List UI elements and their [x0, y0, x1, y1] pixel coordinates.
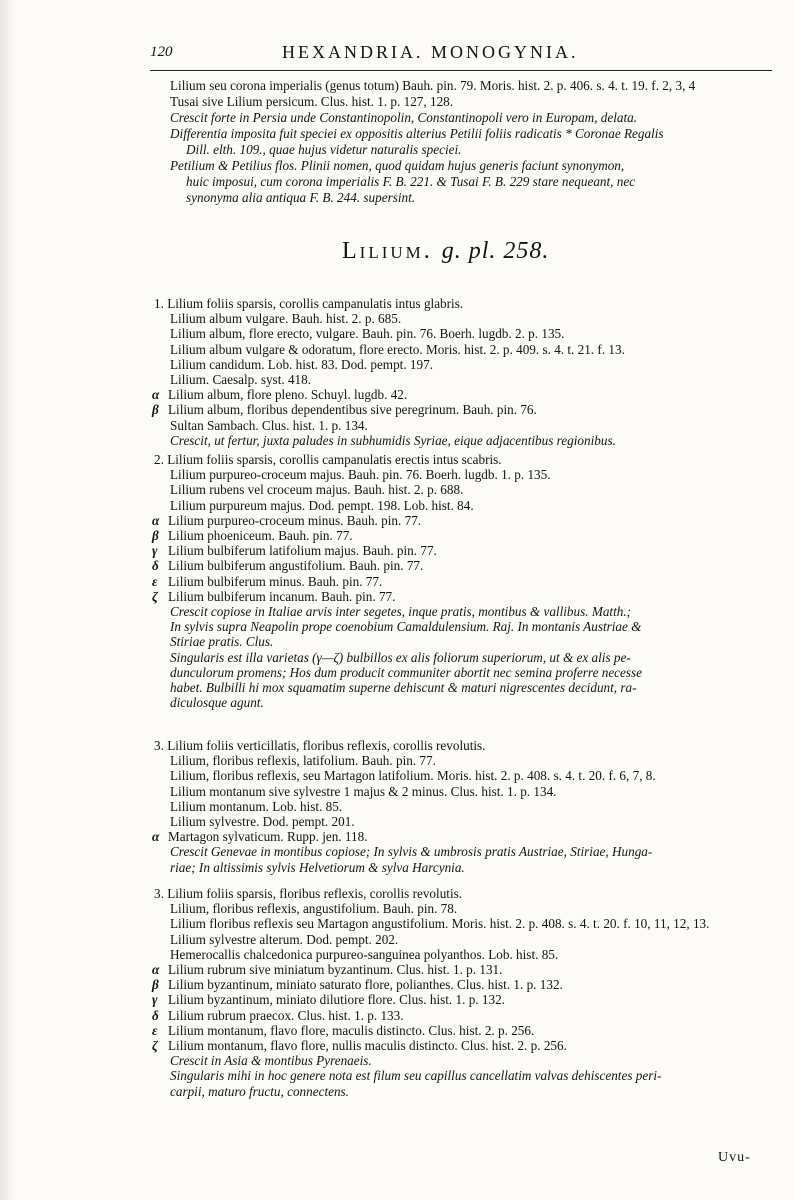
synonym-line — [170, 418, 368, 433]
page-edge-shadow — [0, 0, 16, 1200]
line-text: In sylvis supra Neapolin prope coenobium Camaldulensium. Raj. In montanis Austriae & — [170, 619, 642, 635]
synonym-line — [170, 1068, 661, 1083]
line-text: Lilium byzantinum, miniato dilutiore flore. Clus. hist. 1. p. 132. — [168, 992, 505, 1008]
variety-marker: ζ — [152, 588, 158, 604]
variety-marker: ζ — [152, 1038, 158, 1053]
synonym-line — [170, 695, 264, 710]
line-text: diculosque agunt. — [170, 695, 264, 711]
line-text: Martagon sylvaticum. Rupp. jen. 118. — [168, 829, 368, 845]
line-text: Lilium bulbiferum angustifolium. Bauh. pin. 77. — [168, 558, 424, 574]
synonym-line — [152, 1008, 404, 1023]
intro-line: Tusai sive Lilium persicum. Clus. hist. 1. p. 127, 128. — [170, 94, 454, 109]
line-text: Crescit copiose in Italiae arvis inter segetes, inque pratis, montibus & vallibus. Matth.; — [170, 604, 632, 619]
line-text: 1. Lilium foliis sparsis, corollis campanulatis intus glabris. — [154, 296, 464, 311]
line-text: Lilium album vulgare. Bauh. hist. 2. p. 685. — [170, 311, 402, 327]
intro-line: Crescit forte in Persia unde Constantinopolin, Constantinopoli vero in Europam, delata. — [170, 110, 638, 125]
intro-line: synonyma alia antiqua F. B. 244. supersint. — [186, 190, 416, 205]
header-rule — [150, 70, 772, 71]
synonym-line — [152, 962, 502, 977]
running-header — [150, 42, 770, 66]
line-text: Lilium montanum. Lob. hist. 85. — [170, 798, 343, 814]
variety-marker: α — [152, 829, 160, 845]
line-text: carpii, maturo fructu, connectens. — [170, 1083, 349, 1099]
line-text: dunculorum promens; Hos dum producit communiter abortit nec semina proferre necesse — [170, 664, 642, 680]
synonym-line — [170, 357, 433, 372]
line-text: Lilium album vulgare & odoratum, flore erecto. Moris. hist. 2. p. 409. s. 4. t. 21. f. 13. — [170, 341, 625, 357]
synonym-line — [152, 387, 407, 402]
line-text: Lilium, floribus reflexis, latifolium. Bauh. pin. 77. — [170, 753, 436, 769]
synonym-line — [152, 528, 353, 543]
line-text: Lilium rubrum sive miniatum byzantinum. Clus. hist. 1. p. 131. — [168, 962, 503, 977]
line-text: Lilium purpureum majus. Dod. pempt. 198. Lob. hist. 84. — [170, 497, 474, 513]
line-text: Lilium bulbiferum latifolium majus. Bauh. pin. 77. — [168, 543, 437, 559]
line-text: Stiriae pratis. Clus. — [170, 634, 274, 650]
synonym-line — [152, 829, 368, 844]
line-text: Singularis est illa varietas (γ—ζ) bulbillos ex alis foliorum superiorum, ut & ex alis pe- — [170, 649, 631, 665]
line-text: riae; In altissimis sylvis Helvetiorum & sylva Harcynia. — [170, 859, 465, 875]
synonym-line — [170, 1084, 349, 1099]
line-text: Lilium purpureo-croceum majus. Bauh. pin. 76. Boerh. lugdb. 1. p. 135. — [170, 467, 551, 483]
intro-line: Dill. elth. 109., quae hujus videtur naturalis speciei. — [186, 142, 462, 157]
variety-marker: β — [152, 528, 159, 543]
synonym-line — [170, 604, 631, 619]
variety-marker: γ — [152, 543, 158, 559]
page-number: 120 — [150, 44, 173, 60]
line-text: Lilium sylvestre. Dod. pempt. 201. — [170, 814, 355, 829]
synonym-line — [152, 977, 563, 992]
line-text: 3. Lilium foliis sparsis, floribus reflexis, corollis revolutis. — [154, 886, 463, 901]
variety-marker: β — [152, 977, 159, 993]
intro-line: Petilium & Petilius flos. Plinii nomen, quod quidam hujus generis faciunt synonymon, — [170, 158, 625, 173]
line-text: Crescit Genevae in montibus copiose; In sylvis & umbrosis pratis Austriae, Stiriae, Hunga- — [170, 844, 653, 860]
variety-marker: γ — [152, 992, 158, 1008]
line-text: Lilium montanum sive sylvestre 1 majus & 2 minus. Clus. hist. 1. p. 134. — [170, 783, 557, 799]
synonym-line — [170, 947, 558, 962]
synonym-line — [170, 932, 398, 947]
running-title: HEXANDRIA. MONOGYNIA. — [282, 42, 579, 62]
synonym-line — [170, 634, 273, 649]
synonym-line — [152, 558, 423, 573]
line-text: 3. Lilium foliis verticillatis, floribus reflexis, corollis revolutis. — [154, 738, 486, 753]
synonym-line — [170, 814, 355, 829]
species-diagnosis — [154, 886, 462, 901]
synonym-line — [170, 753, 436, 768]
intro-line: huic imposui, cum corona imperialis F. B. 221. & Tusai F. B. 229 stare nequeant, nec — [186, 174, 636, 189]
synonym-line — [170, 433, 616, 448]
genus-name: Lilium. — [342, 238, 433, 264]
genus-heading — [342, 238, 549, 265]
line-text: 2. Lilium foliis sparsis, corollis campanulatis erectis intus scabris. — [154, 452, 502, 467]
synonym-line — [170, 650, 631, 665]
synonym-line — [152, 1023, 534, 1038]
line-text: Singularis mihi in hoc genere nota est filum seu capillus cancellatim valvas dehiscentes peri- — [170, 1068, 662, 1084]
line-text: Lilium rubens vel croceum majus. Bauh. hist. 2. p. 688. — [170, 482, 464, 498]
synonym-line — [170, 467, 551, 482]
synonym-line — [170, 326, 564, 341]
line-text: Crescit, ut fertur, juxta paludes in subhumidis Syriae, eique adjacentibus regionibus. — [170, 432, 616, 448]
line-text: Lilium montanum, flavo flore, nullis maculis distincto. Clus. hist. 2. p. 256. — [168, 1038, 567, 1053]
synonym-line — [170, 1053, 372, 1068]
line-text: Crescit in Asia & montibus Pyrenaeis. — [170, 1053, 372, 1069]
synonym-line — [170, 844, 652, 859]
variety-marker: δ — [152, 558, 159, 574]
line-text: Lilium byzantinum, miniato saturato flore, polianthes. Clus. hist. 1. p. 132. — [168, 977, 563, 993]
synonym-line — [152, 574, 382, 589]
synonym-line — [170, 498, 474, 513]
synonym-line — [170, 342, 625, 357]
line-text: Lilium purpureo-croceum minus. Bauh. pin. 77. — [168, 512, 422, 528]
synonym-line — [152, 1038, 567, 1053]
variety-marker: ε — [152, 1022, 158, 1038]
synonym-line — [170, 916, 709, 931]
line-text: Lilium montanum, flavo flore, maculis distincto. Clus. hist. 2. p. 256. — [168, 1022, 535, 1038]
line-text: Lilium album, flore pleno. Schuyl. lugdb. 42. — [168, 387, 408, 403]
synonym-line — [170, 901, 457, 916]
line-text: Sultan Sambach. Clus. hist. 1. p. 134. — [170, 417, 368, 433]
synonym-line — [170, 311, 401, 326]
intro-line: Lilium seu corona imperialis (genus totum) Bauh. pin. 79. Moris. hist. 2. p. 406. s. 4. t. 19. f. 2, 3, 4 — [170, 78, 696, 93]
synonym-line — [170, 372, 311, 387]
line-text: Lilium. Caesalp. syst. 418. — [170, 372, 312, 387]
synonym-line — [170, 860, 465, 875]
species-diagnosis — [154, 452, 502, 467]
catchword: Uvu- — [718, 1150, 751, 1165]
synonym-line — [170, 619, 641, 634]
synonym-line — [170, 680, 637, 695]
line-text: Lilium rubrum praecox. Clus. hist. 1. p. 133. — [168, 1007, 404, 1023]
species-diagnosis — [154, 738, 485, 753]
synonym-line — [170, 482, 463, 497]
line-text: Lilium candidum. Lob. hist. 83. Dod. pempt. 197. — [170, 356, 433, 372]
synonym-line — [152, 589, 395, 604]
variety-marker: α — [152, 962, 160, 977]
variety-marker: δ — [152, 1007, 159, 1023]
variety-marker: ε — [152, 573, 158, 589]
genus-reference: g. pl. 258. — [441, 238, 550, 264]
synonym-line — [152, 513, 421, 528]
synonym-line — [170, 799, 342, 814]
species-diagnosis — [154, 296, 463, 311]
synonym-line — [152, 543, 437, 558]
intro-line: Differentia imposita fuit speciei ex oppositis alterius Petilii foliis radicatis * Coronae Regalis — [170, 126, 664, 141]
synonym-line — [152, 992, 505, 1007]
line-text: Lilium, floribus reflexis, angustifolium. Bauh. pin. 78. — [170, 901, 458, 917]
synonym-line — [170, 784, 556, 799]
line-text: Lilium album, floribus dependentibus sive peregrinum. Bauh. pin. 76. — [168, 402, 537, 418]
synonym-line — [170, 768, 656, 783]
line-text: habet. Bulbilli hi mox squamatim superne dehiscunt & maturi nigrescentes decidunt, ra- — [170, 680, 637, 695]
line-text: Lilium album, flore erecto, vulgare. Bauh. pin. 76. Boerh. lugdb. 2. p. 135. — [170, 326, 565, 342]
variety-marker: α — [152, 512, 160, 528]
variety-marker: β — [152, 402, 159, 418]
line-text: Lilium sylvestre alterum. Dod. pempt. 202. — [170, 931, 399, 947]
line-text: Hemerocallis chalcedonica purpureo-sanguinea polyanthos. Lob. hist. 85. — [170, 946, 559, 962]
line-text: Lilium bulbiferum minus. Bauh. pin. 77. — [168, 573, 383, 589]
synonym-line — [170, 665, 642, 680]
line-text: Lilium, floribus reflexis, seu Martagon latifolium. Moris. hist. 2. p. 408. s. 4. t. 20. f. 6, 7, 8. — [170, 768, 656, 784]
variety-marker: α — [152, 387, 160, 403]
line-text: Lilium floribus reflexis seu Martagon angustifolium. Moris. hist. 2. p. 408. s. 4. t. 20. f. 10, 11, 12, 13. — [170, 916, 710, 932]
line-text: Lilium phoeniceum. Bauh. pin. 77. — [168, 528, 353, 543]
synonym-line — [152, 402, 537, 417]
line-text: Lilium bulbiferum incanum. Bauh. pin. 77. — [168, 588, 396, 604]
